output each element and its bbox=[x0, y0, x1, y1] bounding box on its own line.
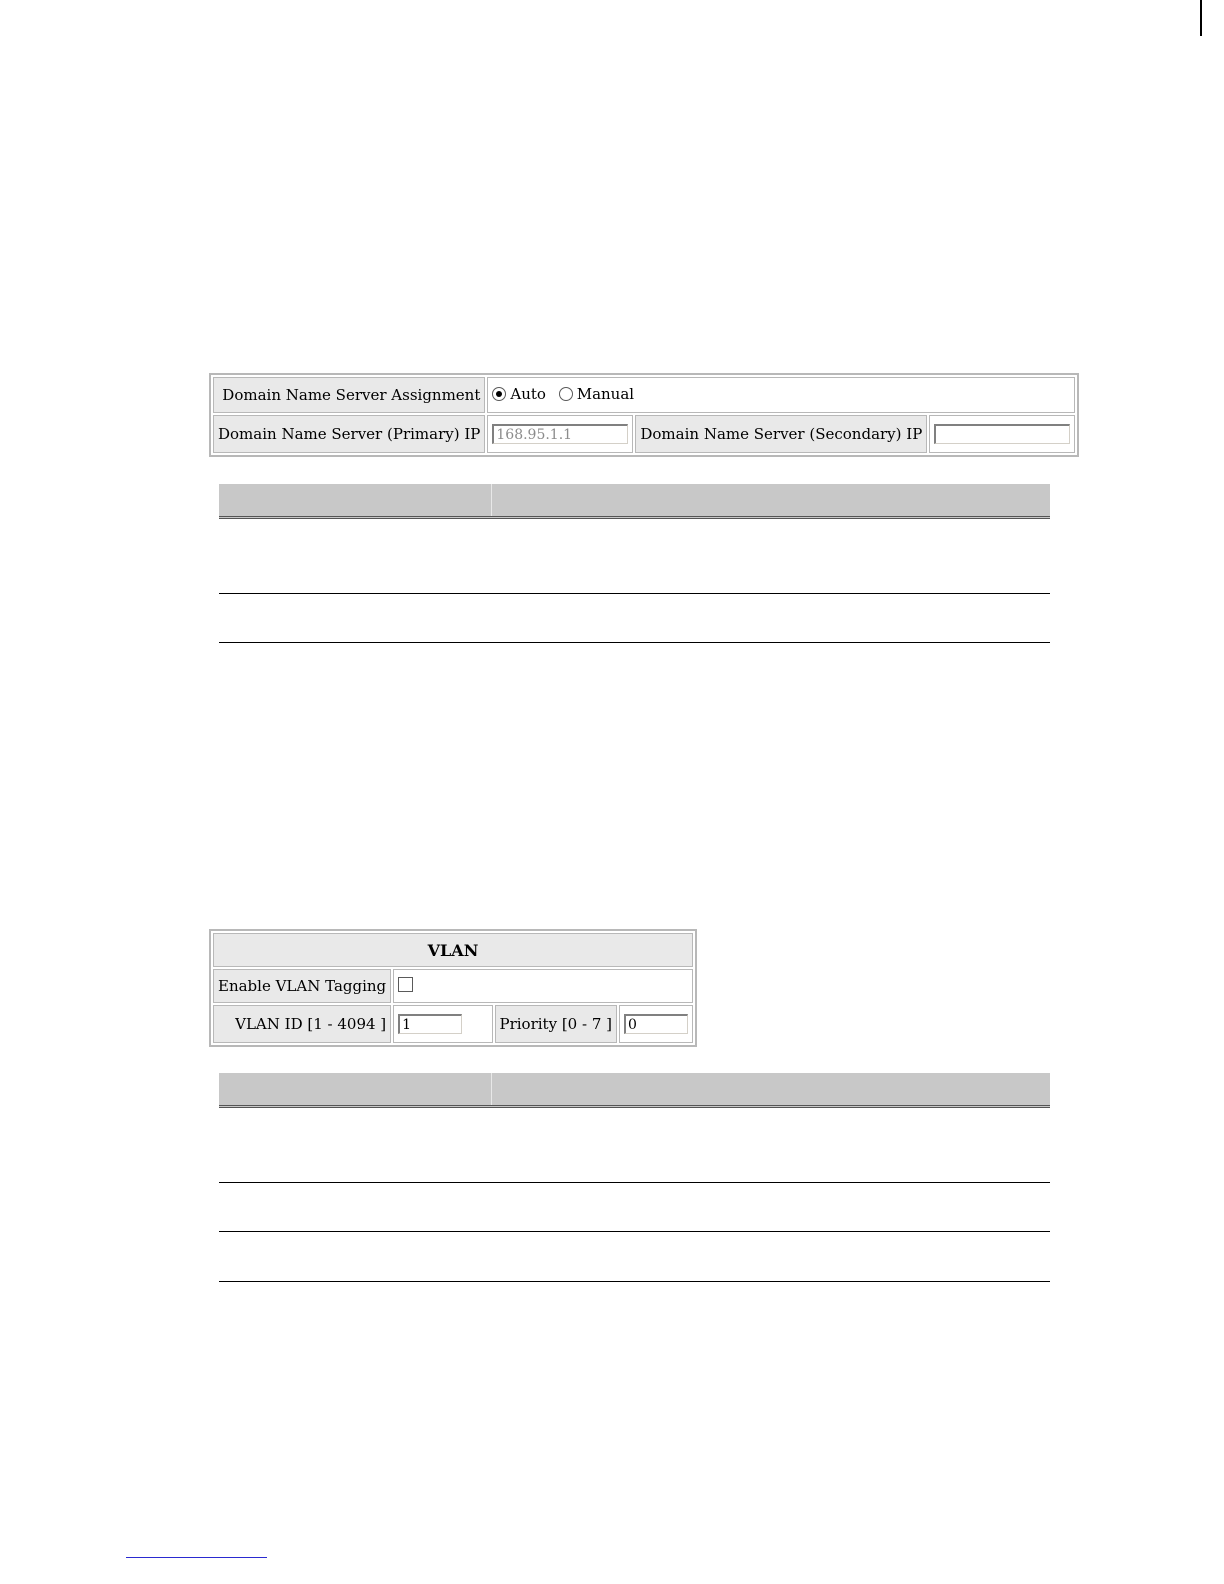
vlan-description-header bbox=[219, 1073, 1050, 1108]
table-row bbox=[219, 1232, 1050, 1282]
auto-radio-label: Auto bbox=[510, 385, 546, 403]
vlan-description-header-col1 bbox=[219, 1073, 492, 1105]
dns-secondary-label: Domain Name Server (Secondary) IP bbox=[635, 415, 927, 453]
auto-radio-option[interactable] bbox=[492, 385, 546, 403]
auto-radio[interactable] bbox=[492, 387, 506, 401]
manual-radio[interactable] bbox=[559, 387, 573, 401]
priority-cell bbox=[619, 1005, 693, 1043]
dns-settings-panel bbox=[209, 373, 1079, 457]
table-row bbox=[219, 1108, 1050, 1183]
vlan-panel bbox=[209, 929, 697, 1047]
dns-description-header bbox=[219, 484, 1050, 519]
manual-radio-label: Manual bbox=[576, 385, 635, 403]
dns-primary-label: Domain Name Server (Primary) IP bbox=[213, 415, 485, 453]
dns-description-table bbox=[219, 484, 1050, 643]
vlan-id-cell bbox=[393, 1005, 492, 1043]
dns-assignment-options bbox=[487, 377, 1075, 413]
priority-input[interactable] bbox=[624, 1014, 688, 1034]
dns-primary-input[interactable] bbox=[492, 424, 628, 444]
priority-label: Priority [0 - 7 ] bbox=[495, 1005, 618, 1043]
vlan-id-input[interactable] bbox=[398, 1014, 462, 1034]
dns-description-header-col1 bbox=[219, 484, 492, 516]
enable-vlan-cell bbox=[393, 969, 693, 1003]
manual-radio-option[interactable] bbox=[559, 385, 634, 403]
dns-secondary-cell bbox=[929, 415, 1075, 453]
vlan-id-label: VLAN ID [1 - 4094 ] bbox=[213, 1005, 391, 1043]
table-row bbox=[219, 519, 1050, 594]
dns-primary-cell bbox=[487, 415, 633, 453]
dns-secondary-input[interactable] bbox=[934, 424, 1070, 444]
enable-vlan-checkbox[interactable] bbox=[398, 977, 413, 992]
dns-assignment-label: Domain Name Server Assignment bbox=[213, 377, 485, 413]
table-row bbox=[219, 594, 1050, 643]
footnote-rule bbox=[126, 1557, 267, 1558]
table-row bbox=[219, 1183, 1050, 1232]
dns-description-header-col2 bbox=[492, 484, 1050, 516]
vlan-description-table bbox=[219, 1073, 1050, 1282]
enable-vlan-label: Enable VLAN Tagging bbox=[213, 969, 391, 1003]
vlan-title: VLAN bbox=[213, 933, 693, 967]
vlan-description-header-col2 bbox=[492, 1073, 1050, 1105]
page-edge-rule bbox=[1200, 0, 1202, 36]
